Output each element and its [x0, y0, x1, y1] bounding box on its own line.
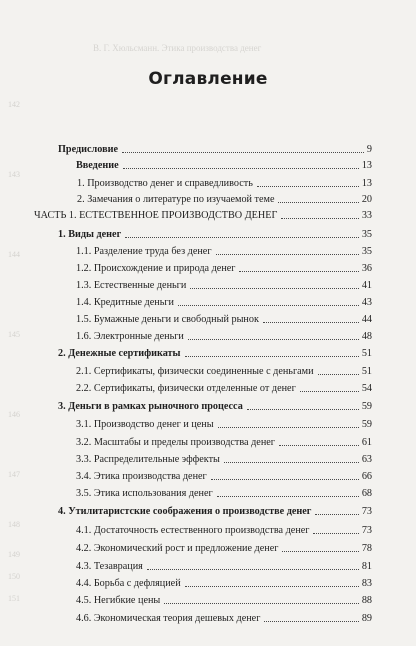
- toc-entry-title: 1.1. Разделение труда без денег: [76, 246, 212, 257]
- toc-entry-page-number: 51: [361, 348, 372, 359]
- toc-entry-title: 1.6. Электронные деньги: [76, 331, 184, 342]
- toc-entry-title: 3.5. Этика использования денег: [76, 488, 213, 499]
- toc-entry-title: 3.4. Этика производства денег: [76, 471, 207, 482]
- show-through-number: 143: [8, 170, 20, 179]
- toc-entry-title: 3.1. Производство денег и цены: [76, 419, 214, 430]
- dot-leader: [188, 339, 359, 340]
- dot-leader: [125, 237, 359, 238]
- dot-leader: [263, 322, 359, 323]
- toc-entry-page-number: 35: [361, 246, 372, 257]
- dot-leader: [313, 533, 358, 534]
- dot-leader: [318, 374, 359, 375]
- toc-entry-page-number: 73: [361, 506, 372, 517]
- toc-entry: [77, 174, 372, 190]
- toc-entry-title: Предисловие: [58, 144, 118, 155]
- toc-entry-title: 3. Деньги в рамках рыночного процесса: [58, 401, 243, 412]
- toc-entry-page-number: 35: [361, 229, 372, 240]
- toc-entry-title: 2. Денежные сертификаты: [58, 348, 181, 359]
- toc-entry-title: 1. Виды денег: [58, 229, 122, 240]
- toc-entry-page-number: 36: [361, 263, 372, 274]
- toc-entry-title: 4.5. Негибкие цены: [76, 595, 161, 606]
- toc-entry-page-number: 48: [361, 331, 372, 342]
- toc-entry-title: 3.2. Масштабы и пределы производства денег: [76, 437, 275, 448]
- dot-leader: [264, 621, 358, 622]
- toc-entry: [76, 609, 372, 625]
- toc-entry-page-number: 73: [361, 525, 372, 536]
- toc-entry: [58, 344, 372, 360]
- toc-entry-title: 1. Производство денег и справедливость: [77, 178, 253, 189]
- toc-entry: [76, 259, 372, 275]
- dot-leader: [185, 586, 359, 587]
- toc-entry: [58, 502, 372, 518]
- toc-entry-page-number: 13: [361, 178, 372, 189]
- toc-entry-page-number: 9: [366, 144, 372, 155]
- toc-entry-title: 4. Утилитаристские соображения о производстве денег: [58, 506, 312, 517]
- show-through-number: 142: [8, 100, 20, 109]
- toc-entry-page-number: 54: [361, 383, 372, 394]
- toc-entry: [76, 450, 372, 466]
- toc-entry: [76, 484, 372, 500]
- toc-entry: [76, 276, 372, 292]
- toc-entry: [76, 521, 372, 537]
- dot-leader: [239, 271, 358, 272]
- toc-entry-title: 4.2. Экономический рост и предложение денег: [76, 543, 279, 554]
- toc-entry-page-number: 63: [361, 454, 372, 465]
- dot-leader: [147, 569, 359, 570]
- toc-entry-page-number: 33: [361, 210, 372, 221]
- toc-entry-title: 1.5. Бумажные деньги и свободный рынок: [76, 314, 259, 325]
- toc-entry: [76, 327, 372, 343]
- toc-entry: [76, 557, 372, 573]
- toc-entry: [76, 293, 372, 309]
- toc-entry: [76, 362, 372, 378]
- toc-entry-page-number: 43: [361, 297, 372, 308]
- dot-leader: [122, 152, 364, 153]
- toc-entry-title: 4.6. Экономическая теория дешевых денег: [76, 613, 261, 624]
- toc-entry-title: 2.1. Сертификаты, физически соединенные с деньгами: [76, 366, 314, 377]
- toc-entry-page-number: 13: [361, 160, 372, 171]
- toc-entry: [76, 310, 372, 326]
- toc-entry: [34, 206, 372, 222]
- dot-leader: [300, 391, 359, 392]
- show-through-number: 150: [8, 572, 20, 581]
- dot-leader: [218, 427, 359, 428]
- toc-entry-page-number: 78: [361, 543, 372, 554]
- show-through-number: 145: [8, 330, 20, 339]
- dot-leader: [315, 514, 358, 515]
- dot-leader: [279, 445, 359, 446]
- toc-entry-page-number: 44: [361, 314, 372, 325]
- dot-leader: [278, 202, 358, 203]
- dot-leader: [164, 603, 359, 604]
- toc-entry-page-number: 61: [361, 437, 372, 448]
- dot-leader: [224, 462, 359, 463]
- show-through-header: В. Г. Хюльсманн. Этика производства денег: [93, 43, 262, 53]
- toc-entry-title: 4.3. Тезаврация: [76, 561, 143, 572]
- dot-leader: [211, 479, 359, 480]
- toc-entry-title: 2.2. Сертификаты, физически отделенные от денег: [76, 383, 296, 394]
- show-through-number: 148: [8, 520, 20, 529]
- toc-entry-title: 3.3. Распределительные эффекты: [76, 454, 220, 465]
- show-through-number: 147: [8, 470, 20, 479]
- dot-leader: [178, 305, 359, 306]
- toc-entry-title: 2. Замечания о литературе по изучаемой теме: [77, 194, 275, 205]
- show-through-number: 146: [8, 410, 20, 419]
- dot-leader: [216, 254, 359, 255]
- toc-entry-page-number: 59: [361, 419, 372, 430]
- show-through-number: 149: [8, 550, 20, 559]
- toc-entry: [58, 397, 372, 413]
- toc-entry: [76, 156, 372, 172]
- toc-entry-title: 4.4. Борьба с дефляцией: [76, 578, 181, 589]
- dot-leader: [123, 168, 359, 169]
- toc-entry: [76, 379, 372, 395]
- toc-entry-page-number: 59: [361, 401, 372, 412]
- toc-entry-title: ЧАСТЬ 1. ЕСТЕСТВЕННОЕ ПРОИЗВОДСТВО ДЕНЕГ: [34, 210, 278, 221]
- toc-entry: [76, 242, 372, 258]
- dot-leader: [190, 288, 359, 289]
- toc-entry-page-number: 41: [361, 280, 372, 291]
- toc-entry: [76, 467, 372, 483]
- dot-leader: [281, 218, 358, 219]
- toc-entry-page-number: 88: [361, 595, 372, 606]
- toc-entry-page-number: 89: [361, 613, 372, 624]
- toc-entry: [76, 591, 372, 607]
- toc-entry-page-number: 20: [361, 194, 372, 205]
- dot-leader: [282, 551, 358, 552]
- toc-entry: [58, 140, 372, 156]
- toc-entry: [76, 539, 372, 555]
- toc-entry-page-number: 81: [361, 561, 372, 572]
- dot-leader: [257, 186, 359, 187]
- toc-entry: [76, 433, 372, 449]
- toc-entry: [76, 574, 372, 590]
- toc-entry-title: Введение: [76, 160, 119, 171]
- dot-leader: [217, 496, 359, 497]
- show-through-number: 151: [8, 594, 20, 603]
- toc-entry-title: 1.3. Естественные деньги: [76, 280, 187, 291]
- toc-entry: [77, 190, 372, 206]
- toc-entry-page-number: 68: [361, 488, 372, 499]
- page-title: Оглавление: [148, 69, 268, 89]
- toc-entry-page-number: 83: [361, 578, 372, 589]
- toc-entry-title: 1.4. Кредитные деньги: [76, 297, 174, 308]
- toc-entry-title: 1.2. Происхождение и природа денег: [76, 263, 236, 274]
- toc-entry-page-number: 51: [361, 366, 372, 377]
- dot-leader: [247, 409, 359, 410]
- toc-entry-page-number: 66: [361, 471, 372, 482]
- show-through-number: 144: [8, 250, 20, 259]
- toc-entry-title: 4.1. Достаточность естественного производства денег: [76, 525, 310, 536]
- toc-entry: [58, 225, 372, 241]
- toc-entry: [76, 415, 372, 431]
- dot-leader: [185, 356, 359, 357]
